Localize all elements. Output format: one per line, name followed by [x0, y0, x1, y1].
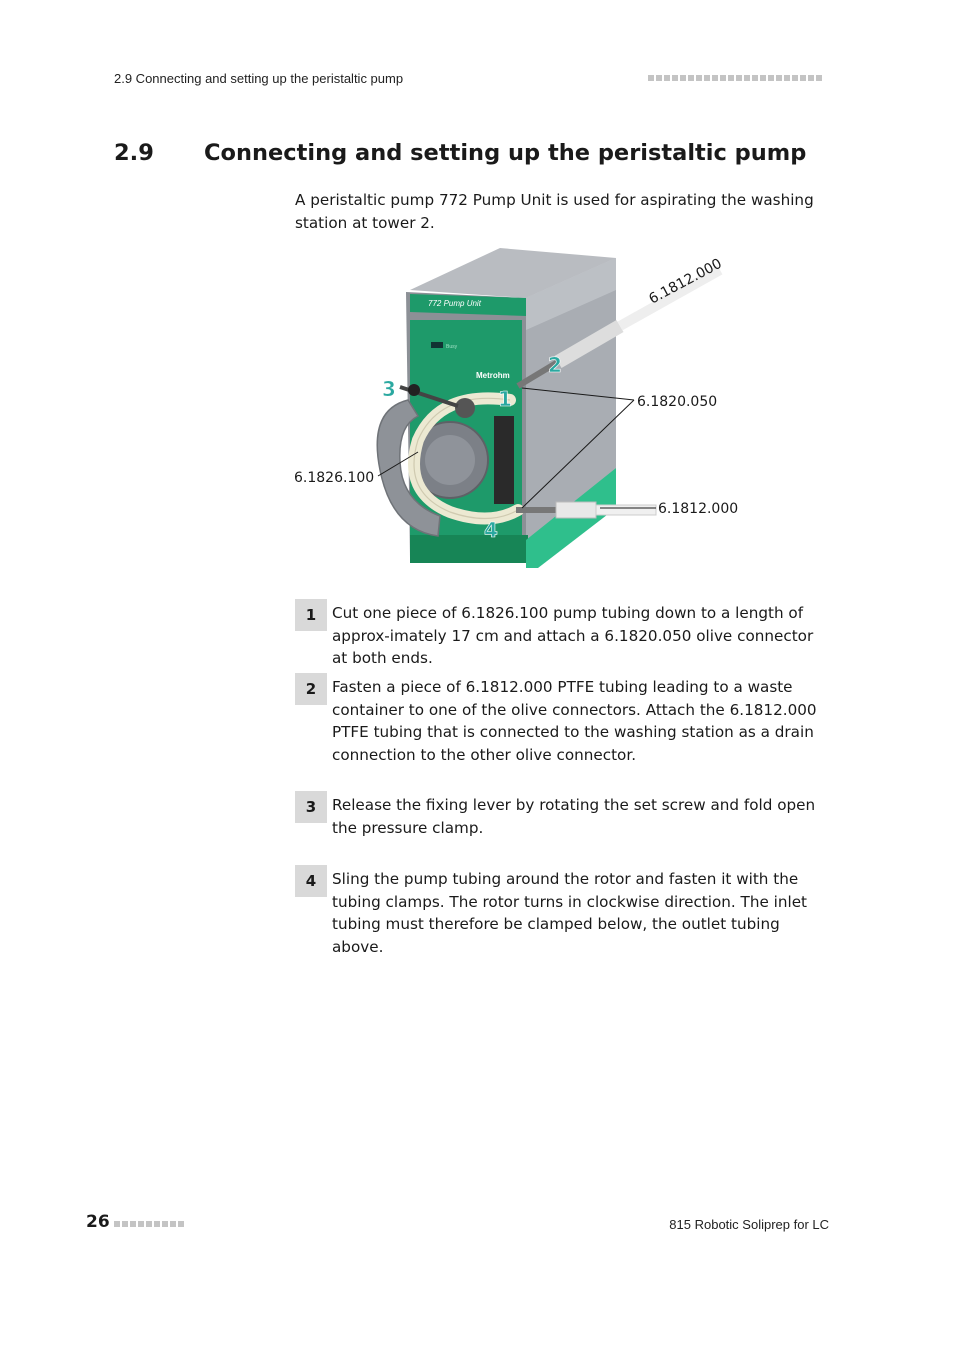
page-number: 26: [86, 1212, 110, 1232]
label-top-tubing: 6.1812.000: [646, 255, 725, 308]
label-pump-tubing: 6.1826.100: [294, 470, 375, 486]
step-text: Cut one piece of 6.1826.100 pump tubing down to a length of approx-imately 17 cm and attach a 6.1820.050 olive connector at both ends.: [332, 604, 814, 667]
step-number-badge: 3: [295, 791, 327, 823]
marker-2: 2: [548, 353, 562, 377]
running-header: 2.9 Connecting and setting up the peristaltic pump: [114, 71, 404, 86]
busy-label: Busy: [446, 344, 458, 350]
label-bottom-tubing: 6.1812.000: [658, 501, 739, 517]
header-dots-decoration: [648, 75, 822, 81]
step-text: Fasten a piece of 6.1812.000 PTFE tubing leading to a waste container to one of the olive connectors. Attach the 6.1812.000 PTFE tubing that is connected to the washing station as a drain connection to the other olive connector.: [332, 678, 817, 764]
brand-label: Metrohm: [476, 371, 510, 380]
section-number: 2.9: [114, 140, 154, 166]
section-title-text: Connecting and setting up the peristaltic pump: [204, 140, 807, 166]
intro-paragraph: A peristaltic pump 772 Pump Unit is used for aspirating the washing station at tower 2.: [295, 191, 814, 232]
step-text: Sling the pump tubing around the rotor and fasten it with the tubing clamps. The rotor turns in clockwise direction. The inlet tubing must therefore be clamped below, the outlet tubing above.: [332, 870, 807, 956]
step-number-badge: 2: [295, 673, 327, 705]
section-title: [114, 140, 806, 166]
pump-illustration: [290, 240, 750, 580]
marker-3: 3: [382, 377, 396, 401]
device-label: 772 Pump Unit: [428, 299, 481, 308]
footer-product: 815 Robotic Soliprep for LC: [669, 1217, 829, 1232]
step-text: Release the fixing lever by rotating the set screw and fold open the pressure clamp.: [332, 796, 816, 837]
footer-dots-decoration: [114, 1221, 184, 1227]
marker-1: 1: [498, 387, 512, 411]
label-olive-connector: 6.1820.050: [637, 394, 718, 410]
step-number-badge: 1: [295, 599, 327, 631]
step-number-badge: 4: [295, 865, 327, 897]
marker-4: 4: [484, 518, 498, 542]
